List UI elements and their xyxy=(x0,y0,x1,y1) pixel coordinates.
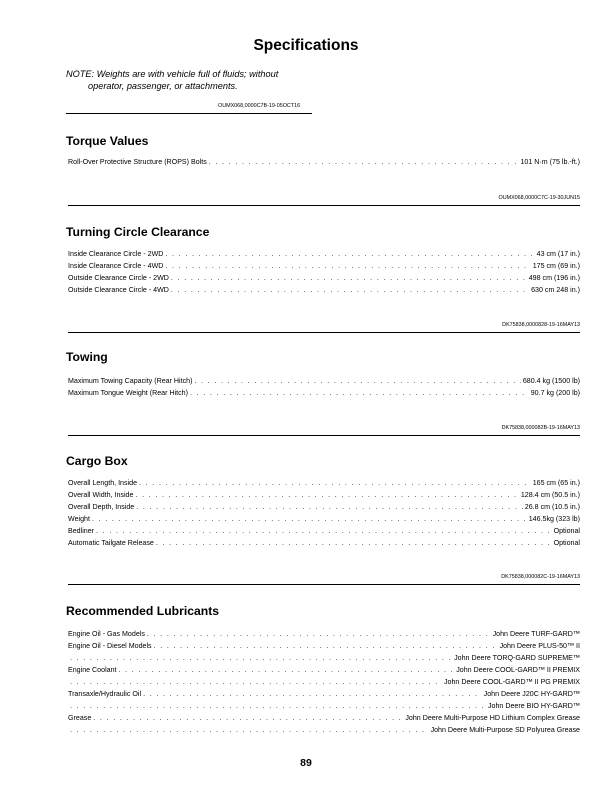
spec-row xyxy=(68,525,580,537)
dot-leader xyxy=(139,477,531,489)
spec-value: John Deere Multi-Purpose SD Polyurea Grease xyxy=(430,726,580,734)
torque-divider xyxy=(68,205,580,206)
spec-row xyxy=(68,387,580,399)
weights-note xyxy=(66,68,278,92)
spec-row xyxy=(68,724,580,736)
dot-leader xyxy=(156,537,552,549)
page-number: 89 xyxy=(300,757,312,769)
spec-row xyxy=(68,284,580,296)
spec-row xyxy=(68,156,580,168)
dot-leader xyxy=(190,387,529,399)
dot-leader xyxy=(93,712,403,724)
spec-row xyxy=(68,489,580,501)
dot-leader xyxy=(136,501,523,513)
spec-value: 43 cm (17 in.) xyxy=(536,250,580,258)
spec-row xyxy=(68,676,580,688)
spec-label: Engine Coolant xyxy=(68,666,117,674)
spec-label: Grease xyxy=(68,714,92,722)
towing-divider xyxy=(68,435,580,436)
spec-row xyxy=(68,513,580,525)
spec-row xyxy=(68,248,580,260)
spec-value: Optional xyxy=(553,539,580,547)
spec-label: Overall Width, Inside xyxy=(68,491,134,499)
dot-leader xyxy=(194,375,520,387)
spec-label: Transaxle/Hydraulic Oil xyxy=(68,690,142,698)
page-title: Specifications xyxy=(253,37,359,54)
spec-row xyxy=(68,640,580,652)
spec-value: 498 cm (196 in.) xyxy=(528,274,580,282)
spec-value: 128.4 cm (50.5 in.) xyxy=(520,491,580,499)
spec-value: 146.5kg (323 lb) xyxy=(528,515,580,523)
spec-label: Maximum Tongue Weight (Rear Hitch) xyxy=(68,389,188,397)
spec-value: 101 N·m (75 lb.-ft.) xyxy=(520,158,580,166)
spec-row xyxy=(68,688,580,700)
dot-leader xyxy=(147,628,491,640)
spec-value: John Deere PLUS-50™ II xyxy=(499,642,580,650)
spec-value: 90.7 kg (200 lb) xyxy=(530,389,580,397)
spec-row xyxy=(68,700,580,712)
spec-value: John Deere Multi-Purpose HD Lithium Complex Grease xyxy=(405,714,580,722)
spec-value: 175 cm (69 in.) xyxy=(532,262,580,270)
towing-ref-code: DK75838,000082B-19-16MAY13 xyxy=(501,425,580,431)
spec-row xyxy=(68,375,580,387)
turning-section-title: Turning Circle Clearance xyxy=(66,225,210,239)
spec-value: 165 cm (65 in.) xyxy=(532,479,580,487)
dot-leader xyxy=(165,248,534,260)
spec-label: Outside Clearance Circle - 2WD xyxy=(68,274,169,282)
cargo-section-title: Cargo Box xyxy=(66,454,128,468)
spec-row xyxy=(68,652,580,664)
spec-label: Overall Length, Inside xyxy=(68,479,138,487)
spec-row xyxy=(68,628,580,640)
dot-leader xyxy=(96,525,552,537)
turning-divider xyxy=(68,332,580,333)
spec-value: John Deere COOL-GARD™ II PREMIX xyxy=(456,666,580,674)
spec-label: Automatic Tailgate Release xyxy=(68,539,154,547)
lubricants-section-title: Recommended Lubricants xyxy=(66,604,220,618)
spec-value: John Deere TORQ-GARD SUPREME™ xyxy=(454,654,580,662)
spec-row xyxy=(68,664,580,676)
dot-leader xyxy=(171,284,529,296)
spec-row xyxy=(68,501,580,513)
dot-leader xyxy=(154,640,498,652)
dot-leader xyxy=(171,272,527,284)
spec-label: Outside Clearance Circle - 4WD xyxy=(68,286,169,294)
spec-label: Inside Clearance Circle - 2WD xyxy=(68,250,164,258)
note-line-1: NOTE: Weights are with vehicle full of fluids; without xyxy=(66,69,279,79)
dot-leader xyxy=(70,676,442,688)
spec-label: Engine Oil - Diesel Models xyxy=(68,642,152,650)
spec-value: Optional xyxy=(553,527,580,535)
cargo-divider xyxy=(68,584,580,585)
spec-row xyxy=(68,477,580,489)
note-line-2: operator, passenger, or attachments. xyxy=(88,81,238,91)
turning-ref-code: DK75838,0000828-19-16MAY13 xyxy=(502,322,580,328)
spec-value: 630 cm 248 in.) xyxy=(531,286,580,294)
dot-leader xyxy=(143,688,482,700)
dot-leader xyxy=(209,156,519,168)
spec-label: Maximum Towing Capacity (Rear Hitch) xyxy=(68,377,193,385)
spec-value: John Deere COOL-GARD™ II PG PREMIX xyxy=(443,678,580,686)
dot-leader xyxy=(119,664,455,676)
spec-value: 26.8 cm (10.5 in.) xyxy=(524,503,580,511)
spec-row xyxy=(68,272,580,284)
spec-row xyxy=(68,712,580,724)
dot-leader xyxy=(92,513,527,525)
dot-leader xyxy=(165,260,530,272)
torque-section-title: Torque Values xyxy=(66,134,149,148)
spec-value: John Deere BIO HY-GARD™ xyxy=(488,702,580,710)
dot-leader xyxy=(70,652,452,664)
spec-label: Bedliner xyxy=(68,527,95,535)
spec-row xyxy=(68,260,580,272)
torque-ref-code: OUMX068,0000C7C-19-30JUN15 xyxy=(498,195,580,201)
spec-value: 680.4 kg (1500 lb) xyxy=(522,377,580,385)
note-divider xyxy=(66,113,312,114)
dot-leader xyxy=(135,489,518,501)
spec-row xyxy=(68,537,580,549)
spec-label: Overall Depth, Inside xyxy=(68,503,135,511)
spec-label: Weight xyxy=(68,515,90,523)
dot-leader xyxy=(70,724,429,736)
note-ref-code: OUMX068,0000C7B-19-05OCT16 xyxy=(218,103,301,109)
dot-leader xyxy=(70,700,486,712)
spec-label: Engine Oil - Gas Models xyxy=(68,630,145,638)
cargo-ref-code: DK75838,000082C-19-16MAY13 xyxy=(501,574,580,580)
towing-section-title: Towing xyxy=(66,350,108,364)
spec-value: John Deere J20C HY-GARD™ xyxy=(483,690,580,698)
spec-label: Inside Clearance Circle - 4WD xyxy=(68,262,164,270)
spec-label: Roll-Over Protective Structure (ROPS) Bolts xyxy=(68,158,207,166)
spec-value: John Deere TURF-GARD™ xyxy=(492,630,580,638)
